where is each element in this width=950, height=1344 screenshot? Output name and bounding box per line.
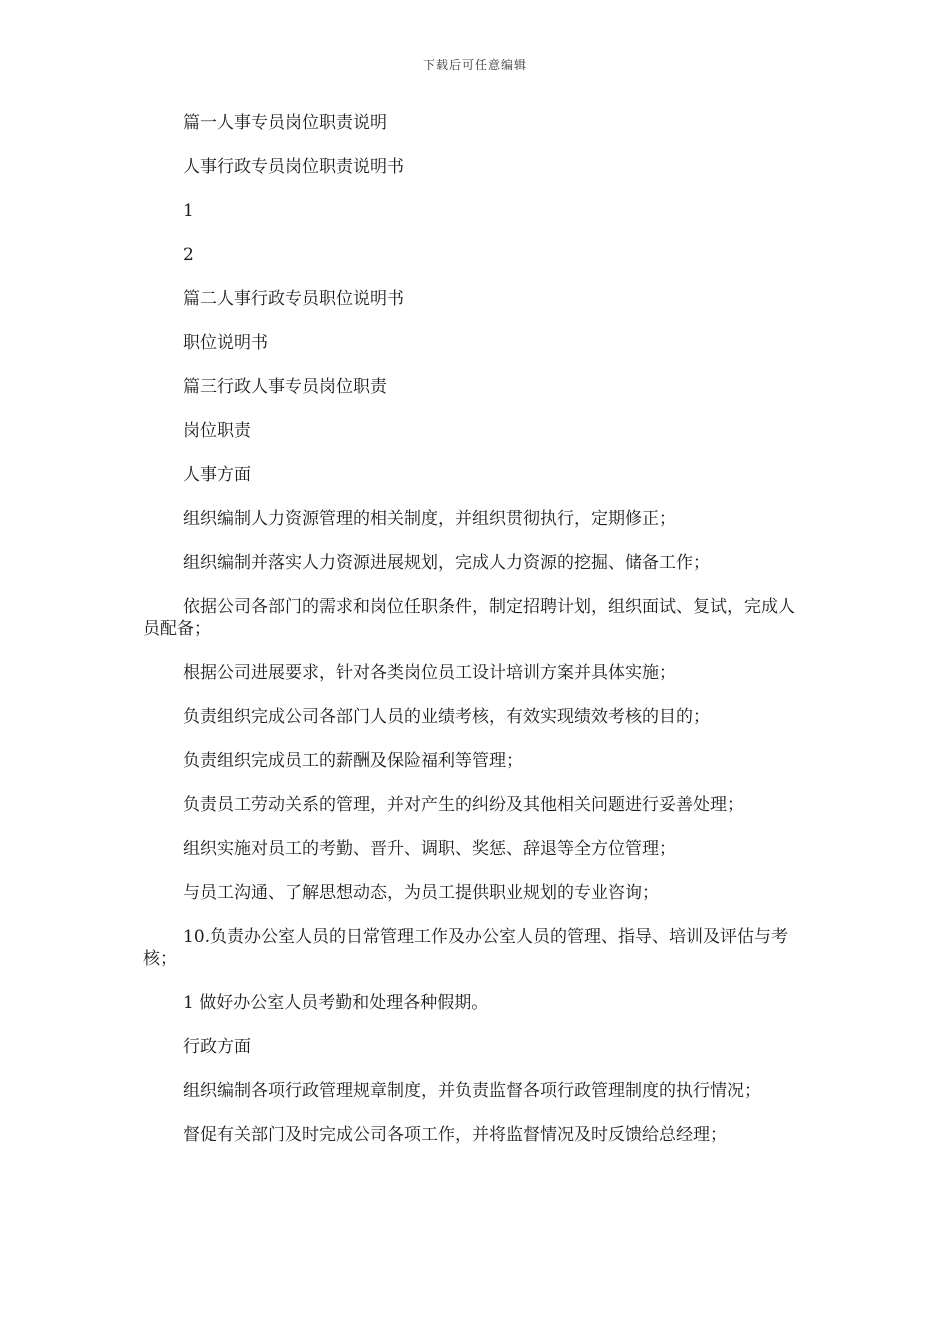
list-number: 1 — [183, 201, 194, 221]
document-title: 职位说明书 — [183, 333, 268, 353]
duty-item: 组织编制并落实人力资源进展规划，完成人力资源的挖掘、储备工作； — [183, 553, 710, 573]
subsection-heading: 行政方面 — [183, 1037, 251, 1057]
duty-item: 组织编制各项行政管理规章制度，并负责监督各项行政管理制度的执行情况； — [183, 1081, 761, 1101]
duty-item: 1 做好办公室人员考勤和处理各种假期。 — [183, 993, 489, 1013]
document-body — [143, 112, 803, 1168]
duty-item: 与员工沟通、了解思想动态，为员工提供职业规划的专业咨询； — [183, 883, 659, 903]
duty-item: 依据公司各部门的需求和岗位任职条件，制定招聘计划，组织面试、复试，完成人员配备； — [143, 597, 795, 639]
subsection-heading: 岗位职责 — [183, 421, 251, 441]
section-title: 篇三行政人事专员岗位职责 — [183, 377, 387, 397]
section-title: 篇一人事专员岗位职责说明 — [183, 113, 387, 133]
duty-item: 组织实施对员工的考勤、晋升、调职、奖惩、辞退等全方位管理； — [183, 839, 676, 859]
duty-item: 根据公司进展要求，针对各类岗位员工设计培训方案并具体实施； — [183, 663, 676, 683]
document-title: 人事行政专员岗位职责说明书 — [183, 157, 404, 177]
page-header: 下载后可任意编辑 — [422, 58, 527, 72]
duty-item: 督促有关部门及时完成公司各项工作，并将监督情况及时反馈给总经理； — [183, 1125, 727, 1145]
duty-item: 10.负责办公室人员的日常管理工作及办公室人员的管理、指导、培训及评估与考核； — [143, 927, 789, 969]
list-number: 2 — [183, 245, 194, 265]
section-title: 篇二人事行政专员职位说明书 — [183, 289, 404, 309]
duty-item: 负责组织完成公司各部门人员的业绩考核，有效实现绩效考核的目的； — [183, 707, 710, 727]
duty-item: 组织编制人力资源管理的相关制度，并组织贯彻执行，定期修正； — [183, 509, 676, 529]
subsection-heading: 人事方面 — [183, 465, 251, 485]
duty-item: 负责组织完成员工的薪酬及保险福利等管理； — [183, 751, 523, 771]
duty-item: 负责员工劳动关系的管理，并对产生的纠纷及其他相关问题进行妥善处理； — [183, 795, 744, 815]
